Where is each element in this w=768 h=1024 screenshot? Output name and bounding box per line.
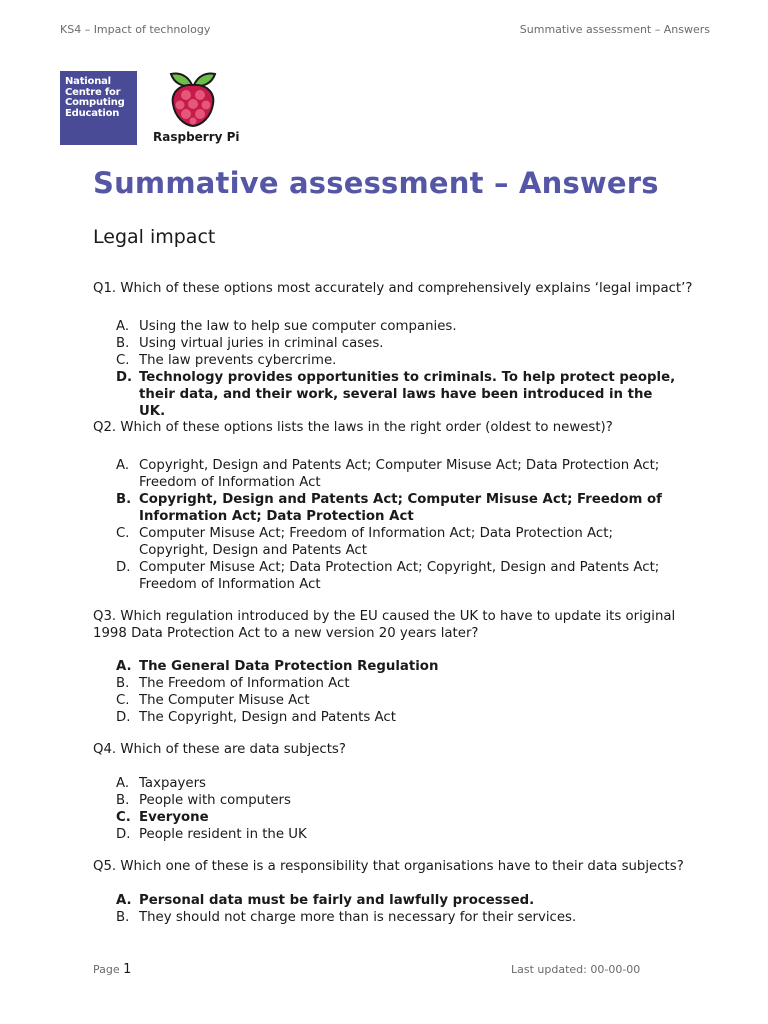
question-5: Q5. Which one of these is a responsibility that organisations have to their data subjects? bbox=[93, 859, 684, 874]
option-text: Copyright, Design and Patents Act; Computer Misuse Act; Freedom of Information Act; Data Protection Act bbox=[139, 492, 662, 524]
option-text: Technology provides opportunities to criminals. To help protect people, their data, and their work, several laws have been introduced in the UK. bbox=[139, 370, 676, 419]
option-letter: C. bbox=[116, 693, 130, 708]
option-text: Personal data must be fairly and lawfully processed. bbox=[139, 893, 535, 908]
option bbox=[93, 675, 683, 692]
correct-option bbox=[93, 658, 683, 675]
question-1-options bbox=[93, 318, 683, 420]
option bbox=[93, 335, 683, 352]
option-letter: C. bbox=[116, 810, 131, 825]
option-text: The Freedom of Information Act bbox=[139, 676, 350, 691]
option-text: Taxpayers bbox=[139, 776, 206, 791]
option bbox=[93, 692, 683, 709]
question-4: Q4. Which of these are data subjects? bbox=[93, 742, 346, 757]
option bbox=[93, 352, 683, 369]
option-text: Everyone bbox=[139, 810, 209, 825]
page-number: 1 bbox=[123, 962, 132, 977]
option bbox=[93, 792, 683, 809]
option-text: People with computers bbox=[139, 793, 291, 808]
ncce-logo bbox=[60, 71, 137, 145]
option-text: The law prevents cybercrime. bbox=[139, 353, 337, 368]
option-text: Using virtual juries in criminal cases. bbox=[139, 336, 384, 351]
option-letter: C. bbox=[116, 526, 130, 541]
ncce-logo-line: Centre for bbox=[65, 86, 121, 98]
raspberry-pi-wordmark: Raspberry Pi bbox=[153, 130, 240, 144]
option-letter: A. bbox=[116, 659, 132, 674]
option bbox=[93, 559, 683, 593]
correct-option bbox=[93, 892, 683, 909]
option-letter: B. bbox=[116, 492, 132, 507]
ncce-logo-line: National bbox=[65, 76, 111, 87]
option-letter: B. bbox=[116, 910, 130, 925]
option bbox=[93, 775, 683, 792]
question-3: Q3. Which regulation introduced by the EU caused the UK to have to update its original 1998 Data Protection Act to a new version 20 years later? bbox=[93, 609, 676, 641]
option-letter: A. bbox=[116, 776, 130, 791]
option-letter: D. bbox=[116, 560, 131, 575]
option-letter: D. bbox=[116, 827, 131, 842]
header-right-text: Summative assessment – Answers bbox=[519, 23, 710, 36]
option-text: Copyright, Design and Patents Act; Computer Misuse Act; Data Protection Act; Freedom of Information Act bbox=[139, 458, 660, 490]
page-title: Summative assessment – Answers bbox=[93, 166, 659, 200]
option-letter: C. bbox=[116, 353, 130, 368]
option-letter: A. bbox=[116, 319, 130, 334]
question-1: Q1. Which of these options most accurately and comprehensively explains ‘legal impact’? bbox=[93, 281, 693, 296]
question-5-options bbox=[93, 892, 683, 926]
correct-option bbox=[93, 491, 683, 525]
ncce-logo-line: Education bbox=[65, 107, 120, 119]
question-3-options bbox=[93, 658, 683, 726]
option-text: Using the law to help sue computer companies. bbox=[139, 319, 457, 334]
correct-option bbox=[93, 369, 683, 420]
raspberry-pi-logo bbox=[150, 70, 240, 148]
option-text: Computer Misuse Act; Data Protection Act; Copyright, Design and Patents Act; Freedom of Information Act bbox=[139, 560, 660, 592]
section-heading: Legal impact bbox=[93, 226, 216, 248]
option-text: The Copyright, Design and Patents Act bbox=[139, 710, 396, 725]
option-letter: A. bbox=[116, 458, 130, 473]
option bbox=[93, 525, 683, 559]
option-text: People resident in the UK bbox=[139, 827, 307, 842]
option-letter: D. bbox=[116, 370, 133, 385]
question-2-options bbox=[93, 457, 683, 593]
option-letter: B. bbox=[116, 676, 130, 691]
option bbox=[93, 826, 683, 843]
option-letter: A. bbox=[116, 893, 132, 908]
page-label: Page bbox=[93, 963, 120, 976]
question-4-options bbox=[93, 775, 683, 843]
option-text: The Computer Misuse Act bbox=[139, 693, 310, 708]
correct-option bbox=[93, 809, 683, 826]
header-left-text: KS4 – Impact of technology bbox=[60, 23, 211, 36]
option bbox=[93, 709, 683, 726]
raspberry-icon bbox=[168, 70, 218, 128]
ncce-logo-line: Computing bbox=[65, 97, 125, 108]
option bbox=[93, 909, 683, 926]
option-letter: D. bbox=[116, 710, 131, 725]
option-text: Computer Misuse Act; Freedom of Information Act; Data Protection Act; Copyright, Design and Patents Act bbox=[139, 526, 613, 558]
option bbox=[93, 318, 683, 335]
option-text: The General Data Protection Regulation bbox=[139, 659, 439, 674]
option bbox=[93, 457, 683, 491]
footer-page bbox=[93, 962, 131, 977]
option-text: They should not charge more than is necessary for their services. bbox=[139, 910, 577, 925]
option-letter: B. bbox=[116, 793, 130, 808]
last-updated: Last updated: 00-00-00 bbox=[511, 963, 641, 976]
option-letter: B. bbox=[116, 336, 130, 351]
question-2: Q2. Which of these options lists the laws in the right order (oldest to newest)? bbox=[93, 420, 613, 435]
